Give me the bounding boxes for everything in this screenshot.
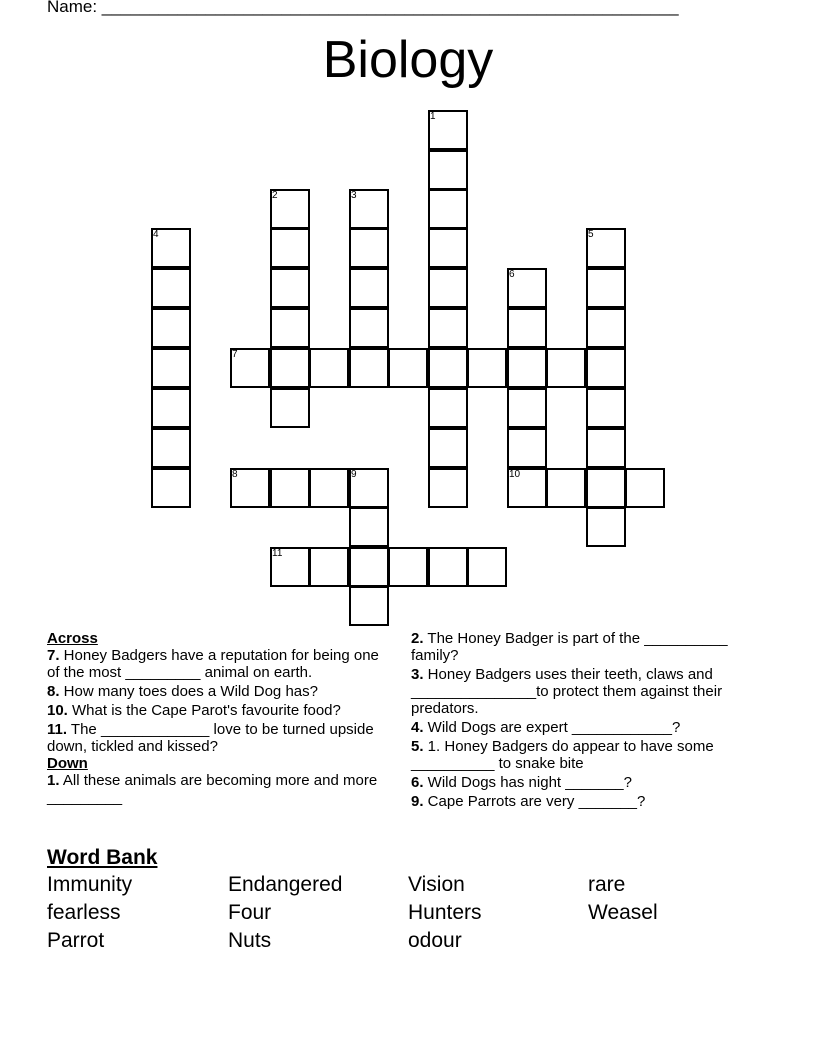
clue-num: 1. (47, 772, 60, 789)
word-bank-word: Endangered (228, 873, 343, 896)
grid-cell[interactable] (270, 468, 310, 508)
grid-cell[interactable] (428, 388, 468, 428)
word-bank-title: Word Bank (47, 846, 158, 869)
grid-cell[interactable] (349, 547, 389, 587)
word-bank-word: Weasel (588, 901, 658, 924)
grid-cell[interactable] (428, 268, 468, 308)
grid-cell[interactable] (349, 228, 389, 268)
clue-number: 2 (272, 190, 278, 201)
clue (411, 738, 771, 772)
clues-right-column (411, 630, 771, 812)
clue (411, 774, 771, 791)
grid-cell[interactable] (349, 308, 389, 348)
clue-text: All these animals are becoming more and more _________ (47, 772, 378, 806)
grid-cell[interactable] (507, 428, 547, 468)
clue-number: 8 (232, 469, 238, 480)
clue-num: 11. (47, 721, 68, 738)
clue-number: 6 (509, 269, 515, 280)
clue-number: 5 (588, 229, 594, 240)
clue (411, 719, 771, 736)
grid-cell[interactable] (507, 308, 547, 348)
word-bank-word: Parrot (47, 929, 105, 952)
clue-text: The Honey Badger is part of the __________ family? (411, 630, 728, 664)
grid-cell[interactable] (507, 348, 547, 388)
grid-cell[interactable] (428, 308, 468, 348)
word-bank-word: Vision (408, 873, 465, 896)
page-title: Biology (322, 31, 494, 89)
grid-cell[interactable] (151, 428, 191, 468)
clue-number: 10 (509, 469, 521, 480)
grid-cell[interactable] (467, 547, 507, 587)
clue (47, 683, 392, 700)
grid-cell[interactable] (349, 348, 389, 388)
grid-cell[interactable] (270, 388, 310, 428)
grid-cell[interactable] (270, 228, 310, 268)
grid-cell[interactable] (428, 189, 468, 229)
clue-text: Wild Dogs has night _______? (423, 774, 632, 791)
grid-cell[interactable] (270, 268, 310, 308)
clue-number: 4 (153, 229, 159, 240)
word-bank-word: Immunity (47, 873, 133, 896)
clue-num: 6. (411, 774, 424, 791)
grid-cell[interactable] (586, 308, 626, 348)
grid-cell[interactable] (428, 150, 468, 190)
clue (47, 772, 392, 806)
clue-text: Cape Parrots are very _______? (423, 793, 646, 810)
clue (47, 702, 392, 719)
grid-cell[interactable] (586, 348, 626, 388)
clue-num: 9. (411, 793, 424, 810)
clue-num: 5. (411, 738, 424, 755)
grid-cell[interactable] (151, 348, 191, 388)
grid-cell[interactable] (349, 268, 389, 308)
grid-cell[interactable] (428, 228, 468, 268)
down-heading: Down (47, 755, 88, 772)
clue-text: Wild Dogs are expert ____________? (423, 719, 681, 736)
clue-text: Honey Badgers have a reputation for being one of the most _________ animal on earth. (47, 647, 379, 681)
clue-number: 1 (430, 111, 436, 122)
grid-cell[interactable] (586, 428, 626, 468)
grid-cell[interactable] (546, 468, 586, 508)
across-clue-list (47, 647, 392, 755)
clue-text: How many toes does a Wild Dog has? (59, 683, 318, 700)
word-bank-word: Nuts (228, 929, 272, 952)
clue-text: The _____________ love to be turned upside down, tickled and kissed? (47, 721, 374, 755)
word-bank-word: fearless (47, 901, 121, 924)
clue-num: 7. (47, 647, 60, 664)
clue-num: 10. (47, 702, 68, 719)
clues-left-column (47, 630, 392, 808)
grid-cell[interactable] (349, 507, 389, 547)
grid-cell[interactable] (270, 348, 310, 388)
clue-text: 1. Honey Badgers do appear to have some __________ to snake bite (411, 738, 714, 772)
clue-num: 3. (411, 666, 424, 683)
word-bank-word: Four (228, 901, 272, 924)
clue-num: 2. (411, 630, 424, 647)
clue-text: What is the Cape Parot's favourite food? (67, 702, 341, 719)
clue-number: 11 (272, 548, 283, 559)
grid-cell[interactable] (309, 348, 349, 388)
grid-cell[interactable] (309, 547, 349, 587)
word-bank-word: odour (408, 929, 462, 952)
down-clue-list-left (47, 772, 392, 806)
grid-cell[interactable] (151, 388, 191, 428)
clue-num: 8. (47, 683, 60, 700)
grid-cell[interactable] (586, 507, 626, 547)
clue (47, 647, 392, 681)
grid-cell[interactable] (428, 348, 468, 388)
grid-cell[interactable] (151, 308, 191, 348)
grid-cell[interactable] (151, 468, 191, 508)
clue (411, 630, 771, 664)
clue (411, 666, 771, 717)
grid-cell[interactable] (586, 388, 626, 428)
clue (47, 721, 392, 755)
down-clue-list-right (411, 630, 771, 810)
grid-cell[interactable] (151, 268, 191, 308)
grid-cell[interactable] (309, 468, 349, 508)
grid-cell[interactable] (428, 428, 468, 468)
grid-cell[interactable] (467, 348, 507, 388)
clue-number: 3 (351, 190, 357, 201)
clue-number: 7 (232, 349, 238, 360)
grid-cell[interactable] (546, 348, 586, 388)
grid-cell[interactable] (388, 547, 428, 587)
grid-cell[interactable] (625, 468, 665, 508)
grid-cell[interactable] (388, 348, 428, 388)
grid-cell[interactable] (507, 388, 547, 428)
grid-cell[interactable] (270, 308, 310, 348)
clue-num: 4. (411, 719, 424, 736)
word-bank-word: rare (588, 873, 626, 896)
grid-cell[interactable] (586, 468, 626, 508)
across-heading: Across (47, 630, 98, 647)
grid-cell[interactable] (428, 468, 468, 508)
name-field[interactable]: Name: _____________________________________________________________ (47, 0, 679, 16)
clue (411, 793, 771, 810)
grid-cell[interactable] (428, 547, 468, 587)
grid-cell[interactable] (586, 268, 626, 308)
grid-cell[interactable] (349, 586, 389, 626)
clue-number: 9 (351, 469, 357, 480)
clue-text: Honey Badgers uses their teeth, claws and _______________to protect them against their predators. (411, 666, 723, 717)
word-bank-word: Hunters (408, 901, 482, 924)
